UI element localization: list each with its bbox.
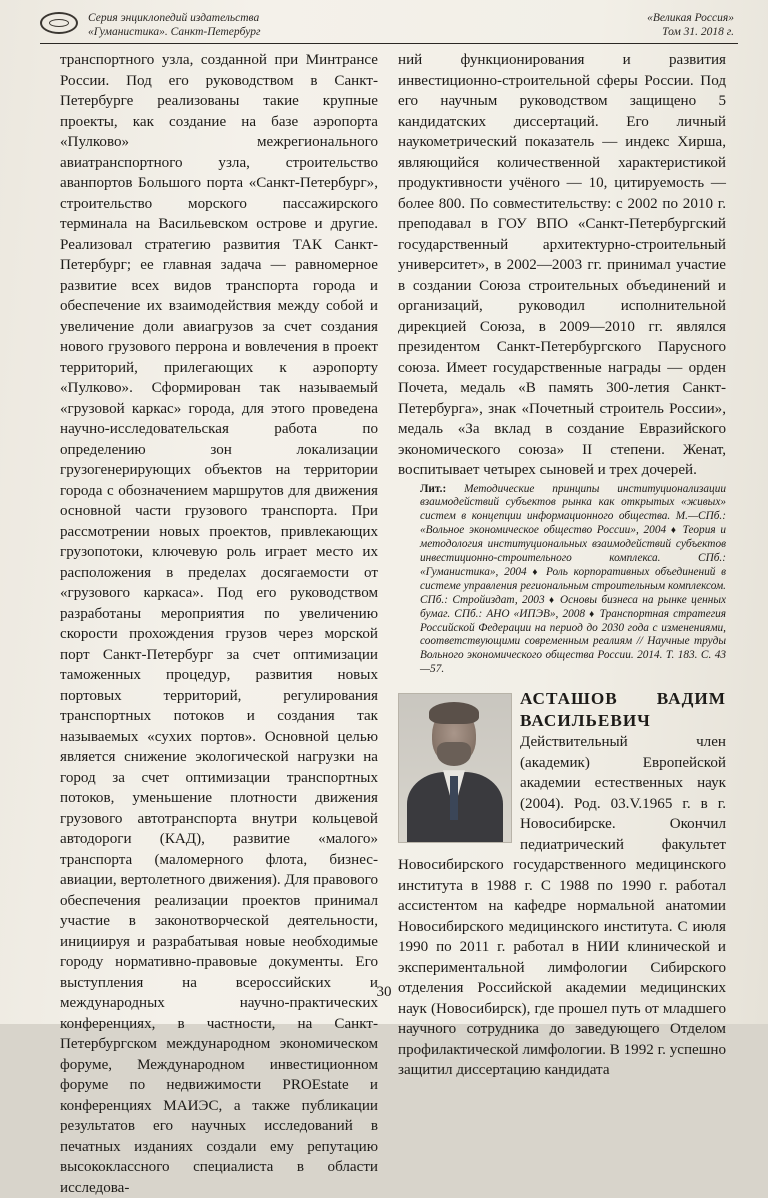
volume-title <box>647 11 734 39</box>
diamond-separator-icon: ♦ <box>670 525 678 537</box>
portrait-photo <box>398 693 512 843</box>
entry-name: АСТАШОВ ВАДИМ ВАСИЛЬЕВИЧ <box>520 689 726 730</box>
series-line-1: Серия энциклопедий издательства <box>88 12 260 24</box>
header-rule <box>40 43 738 44</box>
diamond-separator-icon: ♦ <box>532 566 541 578</box>
diamond-separator-icon: ♦ <box>589 608 596 620</box>
series-line-2: «Гуманистика». Санкт-Петербург <box>88 26 261 38</box>
publisher-logo-icon <box>40 12 78 34</box>
literature-label: Лит.: <box>420 482 447 495</box>
right-column <box>398 50 726 1081</box>
volume-line-2: Том 31. 2018 г. <box>662 26 734 38</box>
literature-block <box>398 483 726 678</box>
literature-item: Методические принципы институционализации взаимодействий субъектов рынка как открытых «живых» систем в концепции информационного общества. М.—СПб.: «Вольное экономическое общество России», 2004 <box>420 482 727 537</box>
left-column <box>60 50 378 1198</box>
literature-item: Транспортная стратегия Российской Федерации на период до 2030 года с изменениями, соответствующими современным реалиям // Научные труды Вольного экономического общества России. 2014. Т. 183. С. 43—57. <box>420 607 727 676</box>
right-column-text: ний функционирования и развития инвестиционно-строительной сферы России. Под его научным руководством защищено 5 кандидатских диссертаций. Его личный наукометрический показатель — индекс Хирша, являющийся количественной характеристикой продуктивности учёного — 10, цитируемость — более 800. По совместительству: с 2002 по 2010 г. преподавал в ГОУ ВПО «Санкт-Петербургский государственный архитектурно-строительный университет», в 2002—2003 гг. принимал участие в создании Союза строительных объединений и организаций, руководил исполнительной дирекцией Союза, в 2009—2010 гг. являлся президентом Санкт-Петербургского Парусного союза. Имеет государственные награды — орден Почета, медаль «В память 300-летия Санкт-Петербурга», знак «Почетный строитель России», медаль «За вклад в создание Евразийского экономического союза» II степени. Женат, воспитывает четырех сыновей и трех дочерей. <box>398 52 726 478</box>
page-number: 30 <box>376 984 392 1000</box>
literature-item: Основы бизнеса на рынке ценных бумаг. СПб.: АНО «ИПЭВ», 2008 <box>420 593 726 620</box>
biography-entry <box>398 689 726 1081</box>
literature-item: Роль корпоративных объединений в системе управления региональным строительным комплексом. СПб.: Стройиздат, 2003 <box>420 565 727 606</box>
literature-item: Теория и методология институциональных взаимодействий субъектов инвестиционно-строительного комплекса. СПб.: «Гуманистика», 2004 <box>420 524 726 578</box>
series-title <box>88 11 260 39</box>
left-column-text: транспортного узла, созданной при Минтрансе России. Под его руководством в Санкт-Петербурге реализованы такие крупные проекты, как создание на базе аэропорта «Пулково» межрегионального авиатранспортного узла, строительство аванпортов Большого порта «Санкт-Петербург», строительство морского пассажирского терминала на Васильевском острове и другие. Реализовал стратегию развития ТАК Санкт-Петербург; ее главная задача — равномерное развитие всех видов транспорта города и обеспечение их взаимодействия между собой и увеличение доли авиагрузов за счет создания нового грузового перрона и вовлечения в проект территорий, прилегающих к аэропорту «Пулково». Сформирован так называемый «грузовой каркас» города, для этого проведена научно-исследовательская работа по определению зон локализации грузогенерирующих объектов на территории города с обозначением маршрутов для движения основной части грузового транспорта. При рассмотрении новых проектов, привлекающих грузопотоки, ключевую роль играет место их расположения в пределах досягаемости от «грузового каркаса». Под его руководством разработаны мероприятия по увеличению скорости прохождения грузов через морской порт Санкт-Петербург за счет оптимизации таможенных процедур, развития новых портовых территорий, регулирования транспортных потоков и создания так называемых «сухих портов». Основной целью является снижение экологической нагрузки на город за счет оптимизации транспортных потоков, уменьшение плотности движения грузового автотранспорта внутри кольцевой автодороги (КАД), развитие «малого» транспорта (маломерного флота, бизнес-авиации, вертолетного движения). Для правового обеспечения реализации проектов принимал участие в законотворческой деятельности, инициируя и разрабатывая новые необходимые городу нормативно-правовые документы. Его выступления на всероссийских и международных научно-практических конференциях, в частности, на Санкт-Петербургском международном экономическом форуме, Международном инвестиционном форуме по недвижимости PROEstate и конференциях МАИЭС, а также публикации результатов его научных исследований в печатных изданиях создали ему репутацию высококлассного специалиста в области исследова- <box>60 52 378 1196</box>
running-header <box>40 8 738 42</box>
diamond-separator-icon: ♦ <box>548 594 556 606</box>
entry-text: Действительный член (академик) Европейской академии естественных наук (2004). Род. 03.V.1965 г. в г. Новосибирске. Окончил педиатрический факультет Новосибирского государственного медицинского института в 1988 г. С 1988 по 1990 г. работал ассистентом на кафедре нормальной анатомии Новосибирского медицинского института. С июля 1990 по 2011 г. работал в НИИ клинической и экспериментальной лимфологии Сибирского отделения Российской академии медицинских наук (Новосибирск), где прошел путь от младшего научного сотрудника до заведующего Отделом профилактической лимфологии. В 1992 г. успешно защитил диссертацию кандидата <box>398 734 726 1079</box>
volume-line-1: «Великая Россия» <box>647 12 734 24</box>
